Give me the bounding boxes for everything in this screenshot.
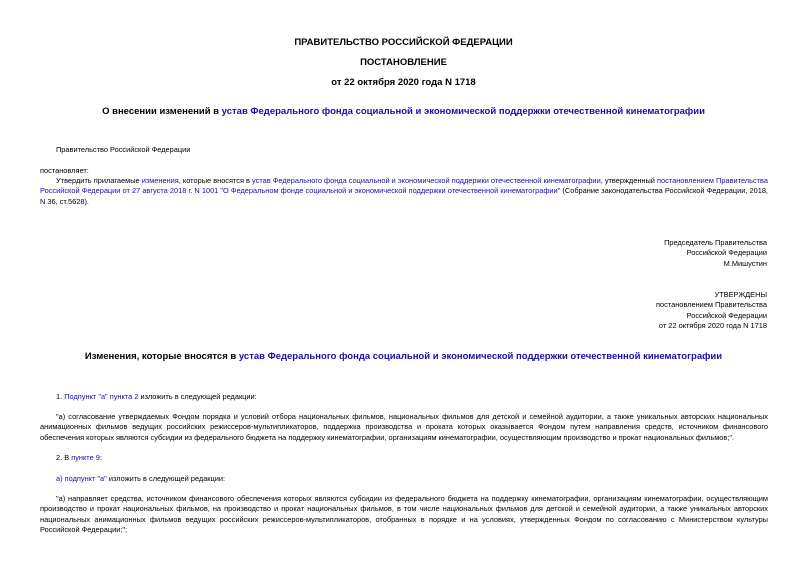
approve-text-c: , утвержденный bbox=[600, 176, 657, 185]
approved-heading: УТВЕРЖДЕНЫ bbox=[714, 290, 767, 299]
item-1-text: изложить в следующей редакции: bbox=[138, 392, 257, 401]
charter-link[interactable]: устав Федерального фонда социальной и экономической поддержки отечественной кинематографии bbox=[221, 106, 705, 117]
changes-title bbox=[0, 351, 807, 362]
decides-text: постановляет: bbox=[40, 166, 89, 175]
item-2-text: : bbox=[99, 453, 102, 462]
approved-date: от 22 октября 2020 года N 1718 bbox=[658, 320, 767, 330]
item-2a-text: изложить в следующей редакции: bbox=[106, 474, 226, 483]
item-2 bbox=[56, 453, 102, 463]
approved-block bbox=[656, 290, 767, 331]
changes-link[interactable]: изменения bbox=[141, 176, 179, 185]
item-2-link[interactable]: пункте 9 bbox=[71, 453, 100, 462]
approve-text-b: , которые вносятся в bbox=[178, 176, 253, 185]
changes-title-prefix: Изменения, которые вносятся в bbox=[84, 351, 239, 362]
document-title bbox=[0, 106, 807, 117]
item-1-quote: "а) согласование утверждаемых Фондом порядка и условий отбора национальных фильмов, национальных фильмов для детской и семейной аудитории, а также уникальных авторских национальных анимационных фильмов ведущих российских режиссеров-мультипликаторов, поддержка производства и проката которых оказывается Фондом путем направления средств, источником финансового обеспечения которых являются субсидии из федерального бюджета на поддержку кинематографии, организациям кинематографии, осуществляющим производство и прокат национальных фильмов;". bbox=[40, 412, 768, 442]
approve-text-d: (Собрание законодательства Российской Федерации, 2018, N 36, ст.5628). bbox=[40, 186, 768, 206]
approved-country: Российской Федерации bbox=[686, 310, 767, 320]
item-2a-quote: "а) направляет средства, источником финансового обеспечения которых являются субсидии из федерального бюджета на поддержку кинематографии, организациям кинематографии, осуществляющим производство и прокат национальных фильмов, на производство и прокат национальных фильмов, в том числе национальных фильмов для детской и семейной аудитории, а также уникальных авторских национальных анимационных фильмов ведущих российских режиссеров-мультипликаторов, отобранных в порядке и на условиях, утвержденных Фондом по согласованию с Министерством культуры Российской Федерации;"; bbox=[40, 494, 768, 534]
approve-text-a: Утвердить прилагаемые bbox=[56, 176, 142, 185]
signature-block bbox=[664, 238, 767, 269]
item-2a-link[interactable]: а) подпункт "а" bbox=[56, 474, 107, 483]
charter-link-changes[interactable]: устав Федерального фонда социальной и экономической поддержки отечественной кинематографии bbox=[238, 351, 723, 362]
signature-country: Российской Федерации bbox=[686, 248, 767, 258]
approved-by: постановлением Правительства bbox=[656, 300, 767, 310]
item-2a bbox=[56, 474, 225, 484]
issuer-text: Правительство Российской Федерации bbox=[56, 145, 191, 154]
signature-name: М.Мишустин bbox=[723, 258, 767, 268]
document-type: ПОСТАНОВЛЕНИЕ bbox=[360, 57, 447, 68]
item-1-number: 1. bbox=[56, 392, 65, 401]
resolution-link[interactable]: постановлением Правительства Российской Федерации от 27 августа 2018 г. N 1001 "О Федеральном фонде социальной и экономической поддержки отечественной кинематографии" bbox=[40, 176, 768, 196]
item-2-number: 2. В bbox=[56, 453, 72, 462]
item-1 bbox=[56, 392, 257, 402]
paragraph-approve bbox=[40, 176, 768, 207]
signature-position: Председатель Правительства bbox=[664, 238, 767, 247]
document-title-prefix: О внесении изменений в bbox=[102, 106, 222, 117]
item-1-link[interactable]: Подпункт "а" пункта 2 bbox=[64, 392, 139, 401]
government-heading: ПРАВИТЕЛЬСТВО РОССИЙСКОЙ ФЕДЕРАЦИИ bbox=[294, 37, 513, 48]
charter-link-body[interactable]: устав Федерального фонда социальной и экономической поддержки отечественной кинематографии bbox=[252, 176, 601, 185]
document-date-number: от 22 октября 2020 года N 1718 bbox=[331, 77, 476, 88]
